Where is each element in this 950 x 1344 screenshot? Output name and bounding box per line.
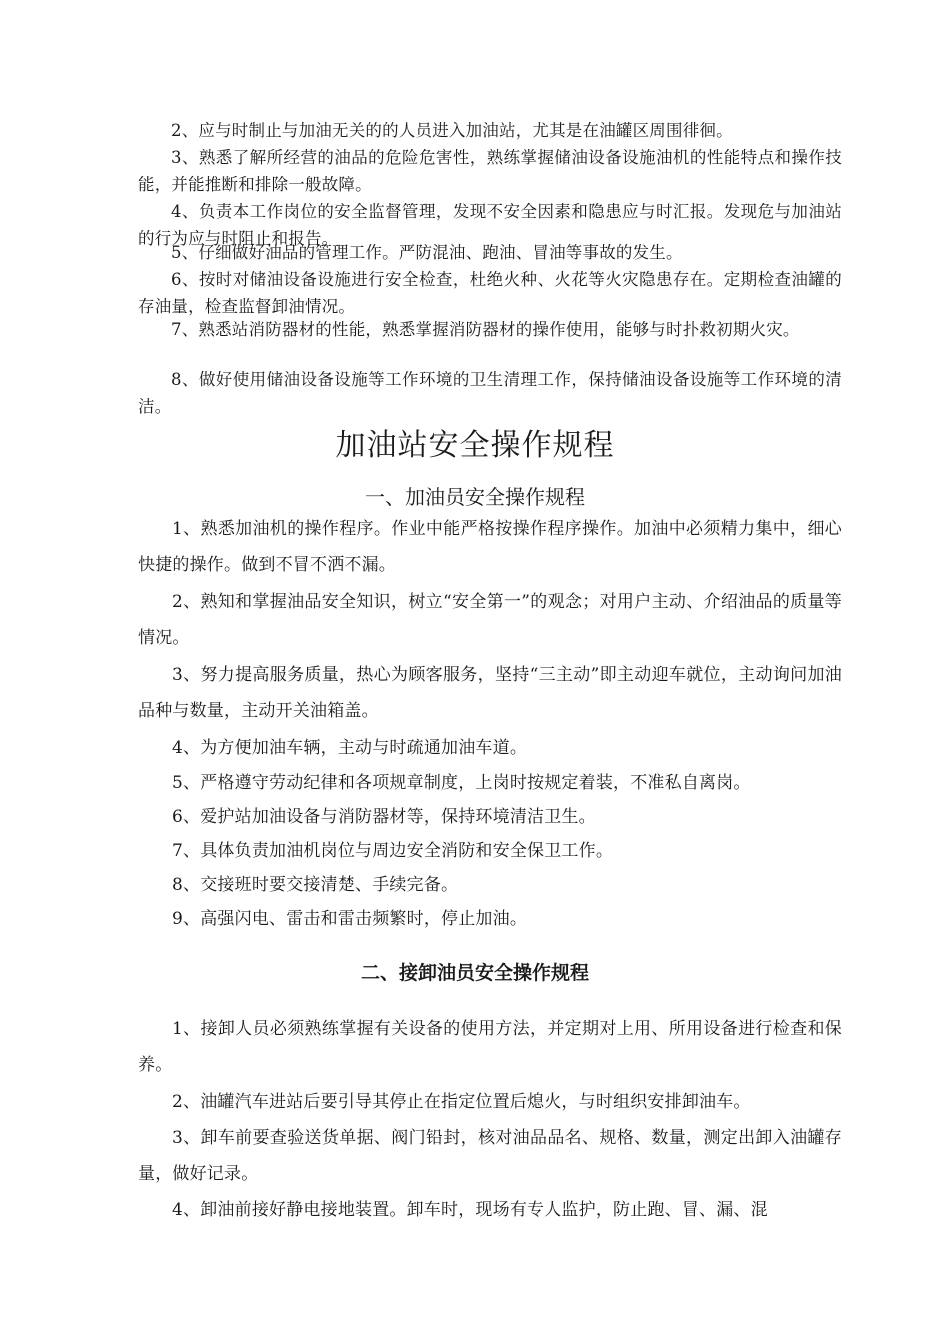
unloader-item-1: 1、接卸人员必须熟练掌握有关设备的使用方法，并定期对上用、所用设备进行检查和保养。 xyxy=(138,1019,842,1075)
section-heading-attendant: 一、加油员安全操作规程 xyxy=(365,485,585,509)
duty-item-4: 4、负责本工作岗位的安全监督管理，发现不安全因素和隐患应与时汇报。发现危与加油站的行为应与时阻止和报告。 xyxy=(138,202,842,248)
section-heading-unloader: 二、接卸油员安全操作规程 xyxy=(360,962,589,984)
attendant-item-5: 5、严格遵守劳动纪律和各项规章制度，上岗时按规定着装，不准私自离岗。 xyxy=(172,773,751,793)
attendant-item-3: 3、努力提高服务质量，热心为顾客服务，坚持“三主动”即主动迎车就位，主动询问加油品种与数量，主动开关油箱盖。 xyxy=(138,665,842,721)
duty-item-2: 2、应与时制止与加油无关的的人员进入加油站，尤其是在油罐区周围徘徊。 xyxy=(171,121,733,140)
duty-item-8: 8、做好使用储油设备设施等工作环境的卫生清理工作，保持储油设备设施等工作环境的清洁。 xyxy=(138,370,842,416)
attendant-item-9: 9、高强闪电、雷击和雷击频繁时，停止加油。 xyxy=(172,909,528,929)
attendant-item-1: 1、熟悉加油机的操作程序。作业中能严格按操作程序操作。加油中必须精力集中，细心快捷的操作。做到不冒不洒不漏。 xyxy=(138,519,842,575)
attendant-item-8: 8、交接班时要交接清楚、手续完备。 xyxy=(172,875,459,895)
attendant-item-7: 7、具体负责加油机岗位与周边安全消防和安全保卫工作。 xyxy=(172,841,614,861)
main-title: 加油站安全操作规程 xyxy=(335,428,615,463)
unloader-item-4: 4、卸油前接好静电接地装置。卸车时，现场有专人监护，防止跑、冒、漏、混 xyxy=(172,1200,768,1220)
duty-item-3: 3、熟悉了解所经营的油品的危险危害性，熟练掌握储油设备设施油机的性能特点和操作技能，并能推断和排除一般故障。 xyxy=(138,148,842,194)
duty-item-5: 5、仔细做好油品的管理工作。严防混油、跑油、冒油等事故的发生。 xyxy=(171,243,683,262)
duty-item-7: 7、熟悉站消防器材的性能，熟悉掌握消防器材的操作使用，能够与时扑救初期火灾。 xyxy=(171,320,800,339)
unloader-item-3: 3、卸车前要查验送货单据、阀门铅封，核对油品品名、规格、数量，测定出卸入油罐存量，做好记录。 xyxy=(138,1128,842,1184)
attendant-item-2: 2、熟知和掌握油品安全知识，树立“安全第一”的观念；对用户主动、介绍油品的质量等情况。 xyxy=(138,592,842,648)
attendant-item-4: 4、为方便加油车辆，主动与时疏通加油车道。 xyxy=(172,738,528,758)
attendant-item-6: 6、爱护站加油设备与消防器材等，保持环境清洁卫生。 xyxy=(172,807,596,827)
unloader-item-2: 2、油罐汽车进站后要引导其停止在指定位置后熄火，与时组织安排卸油车。 xyxy=(172,1092,751,1112)
duty-item-6: 6、按时对储油设备设施进行安全检查，杜绝火种、火花等火灾隐患存在。定期检查油罐的存油量，检查监督卸油情况。 xyxy=(138,270,842,316)
